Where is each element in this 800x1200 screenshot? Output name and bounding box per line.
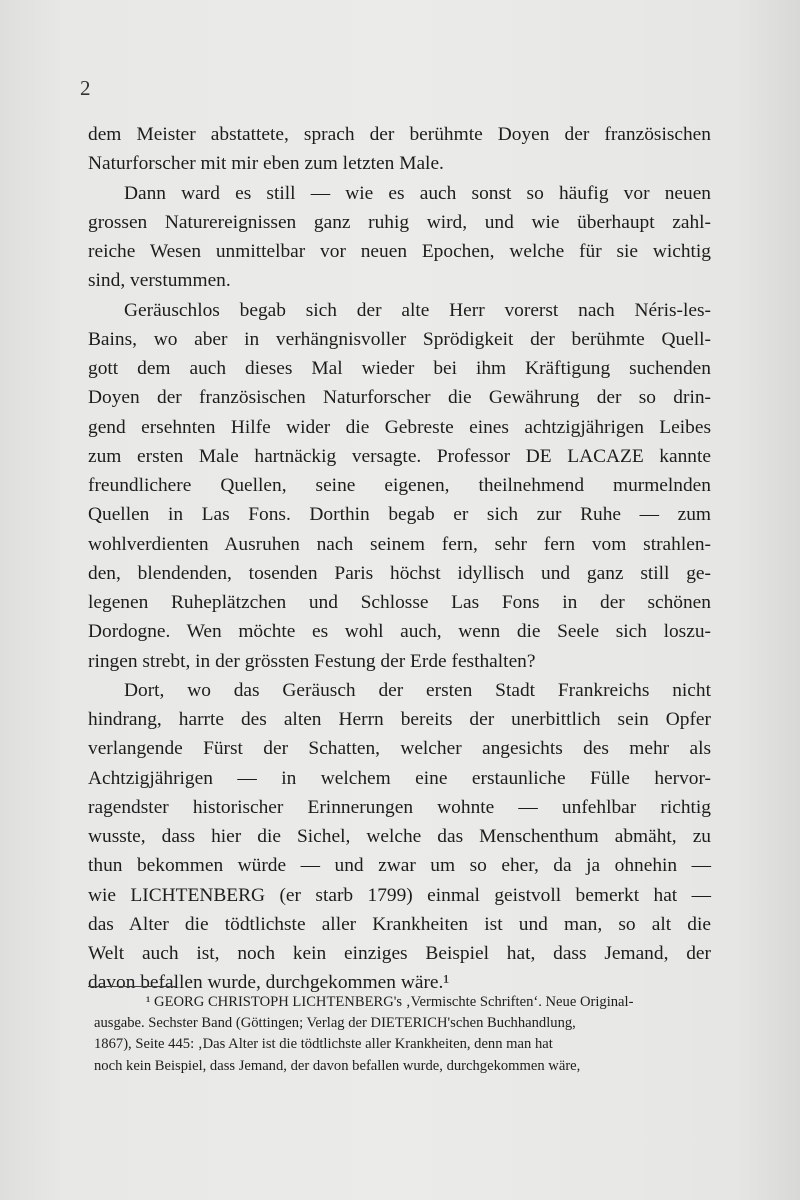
footnote-line: 1867), Seite 445: ‚Das Alter ist die tödtlichste aller Krankheiten, denn man hat <box>94 1036 553 1053</box>
text-line: zum ersten Male hartnäckig versagte. Professor DE LACAZE kannte <box>88 445 711 467</box>
text-line: Dordogne. Wen möchte es wohl auch, wenn die Seele sich loszu- <box>88 621 711 643</box>
footnote-line: noch kein Beispiel, dass Jemand, der davon befallen wurde, durchgekommen wäre, <box>94 1057 581 1074</box>
text-line: davon befallen wurde, durchgekommen wäre.¹ <box>88 972 450 994</box>
text-line: Doyen der französischen Naturforscher die Gewährung der so drin- <box>88 387 711 409</box>
text-line: wohlverdienten Ausruhen nach seinem fern, sehr fern vom strahlen- <box>88 533 711 555</box>
text-line: gend ersehnten Hilfe wider die Gebreste eines achtzigjährigen Leibes <box>88 416 711 438</box>
text-line: dem Meister abstattete, sprach der berühmte Doyen der französischen <box>88 124 711 145</box>
body-text <box>88 120 711 998</box>
text-line: Bains, wo aber in verhängnisvoller Sprödigkeit der berühmte Quell- <box>88 328 711 350</box>
footnote-line: ausgabe. Sechster Band (Göttingen; Verlag der DIETERICH'schen Buchhandlung, <box>94 1015 576 1032</box>
text-line: Naturforscher mit mir eben zum letzten Male. <box>88 153 444 175</box>
text-line: reiche Wesen unmittelbar vor neuen Epochen, welche für sie wichtig <box>88 241 711 262</box>
text-line: ringen strebt, in der grössten Festung der Erde festhalten? <box>88 650 536 672</box>
text-line: wusste, dass hier die Sichel, welche das Menschenthum abmäht, zu <box>88 826 711 847</box>
text-line: das Alter die tödtlichste aller Krankheiten ist und man, so alt die <box>88 913 711 935</box>
footnote-rule <box>88 986 176 987</box>
text-line: ragendster historischer Erinnerungen wohnte — unfehlbar richtig <box>88 796 711 818</box>
text-line: wie LICHTENBERG (er starb 1799) einmal geistvoll bemerkt hat — <box>88 884 711 906</box>
text-line: Dort, wo das Geräusch der ersten Stadt Frankreichs nicht <box>124 679 711 701</box>
text-line: hindrang, harrte des alten Herrn bereits der unerbittlich sein Opfer <box>88 709 711 730</box>
text-line: Geräuschlos begab sich der alte Herr vorerst nach Néris-les- <box>124 299 711 321</box>
text-line: grossen Naturereignissen ganz ruhig wird, und wie überhaupt zahl- <box>88 211 711 233</box>
text-line: den, blendenden, tosenden Paris höchst idyllisch und ganz still ge- <box>88 562 711 584</box>
text-line: gott dem auch dieses Mal wieder bei ihm Kräftigung suchenden <box>88 358 711 379</box>
text-line: Achtzigjährigen — in welchem eine erstaunliche Fülle hervor- <box>88 767 711 789</box>
text-line: Quellen in Las Fons. Dorthin begab er sich zur Ruhe — zum <box>88 504 711 526</box>
text-line: verlangende Fürst der Schatten, welcher angesichts des mehr als <box>88 738 711 760</box>
text-line: freundlichere Quellen, seine eigenen, theilnehmend murmelnden <box>88 475 711 496</box>
text-line: thun bekommen würde — und zwar um so eher, da ja ohnehin — <box>88 855 711 877</box>
text-line: sind, verstummen. <box>88 270 231 292</box>
page-number: 2 <box>80 76 91 100</box>
footnote-line: ¹ GEORG CHRISTOPH LICHTENBERG's ‚Vermischte Schriften‘. Neue Original- <box>146 994 634 1010</box>
footnote <box>94 992 708 1077</box>
text-line: Dann ward es still — wie es auch sonst so häufig vor neuen <box>124 182 711 204</box>
text-line: Welt auch ist, noch kein einziges Beispiel hat, dass Jemand, der <box>88 943 711 964</box>
text-line: legenen Ruheplätzchen und Schlosse Las Fons in der schönen <box>88 592 711 613</box>
